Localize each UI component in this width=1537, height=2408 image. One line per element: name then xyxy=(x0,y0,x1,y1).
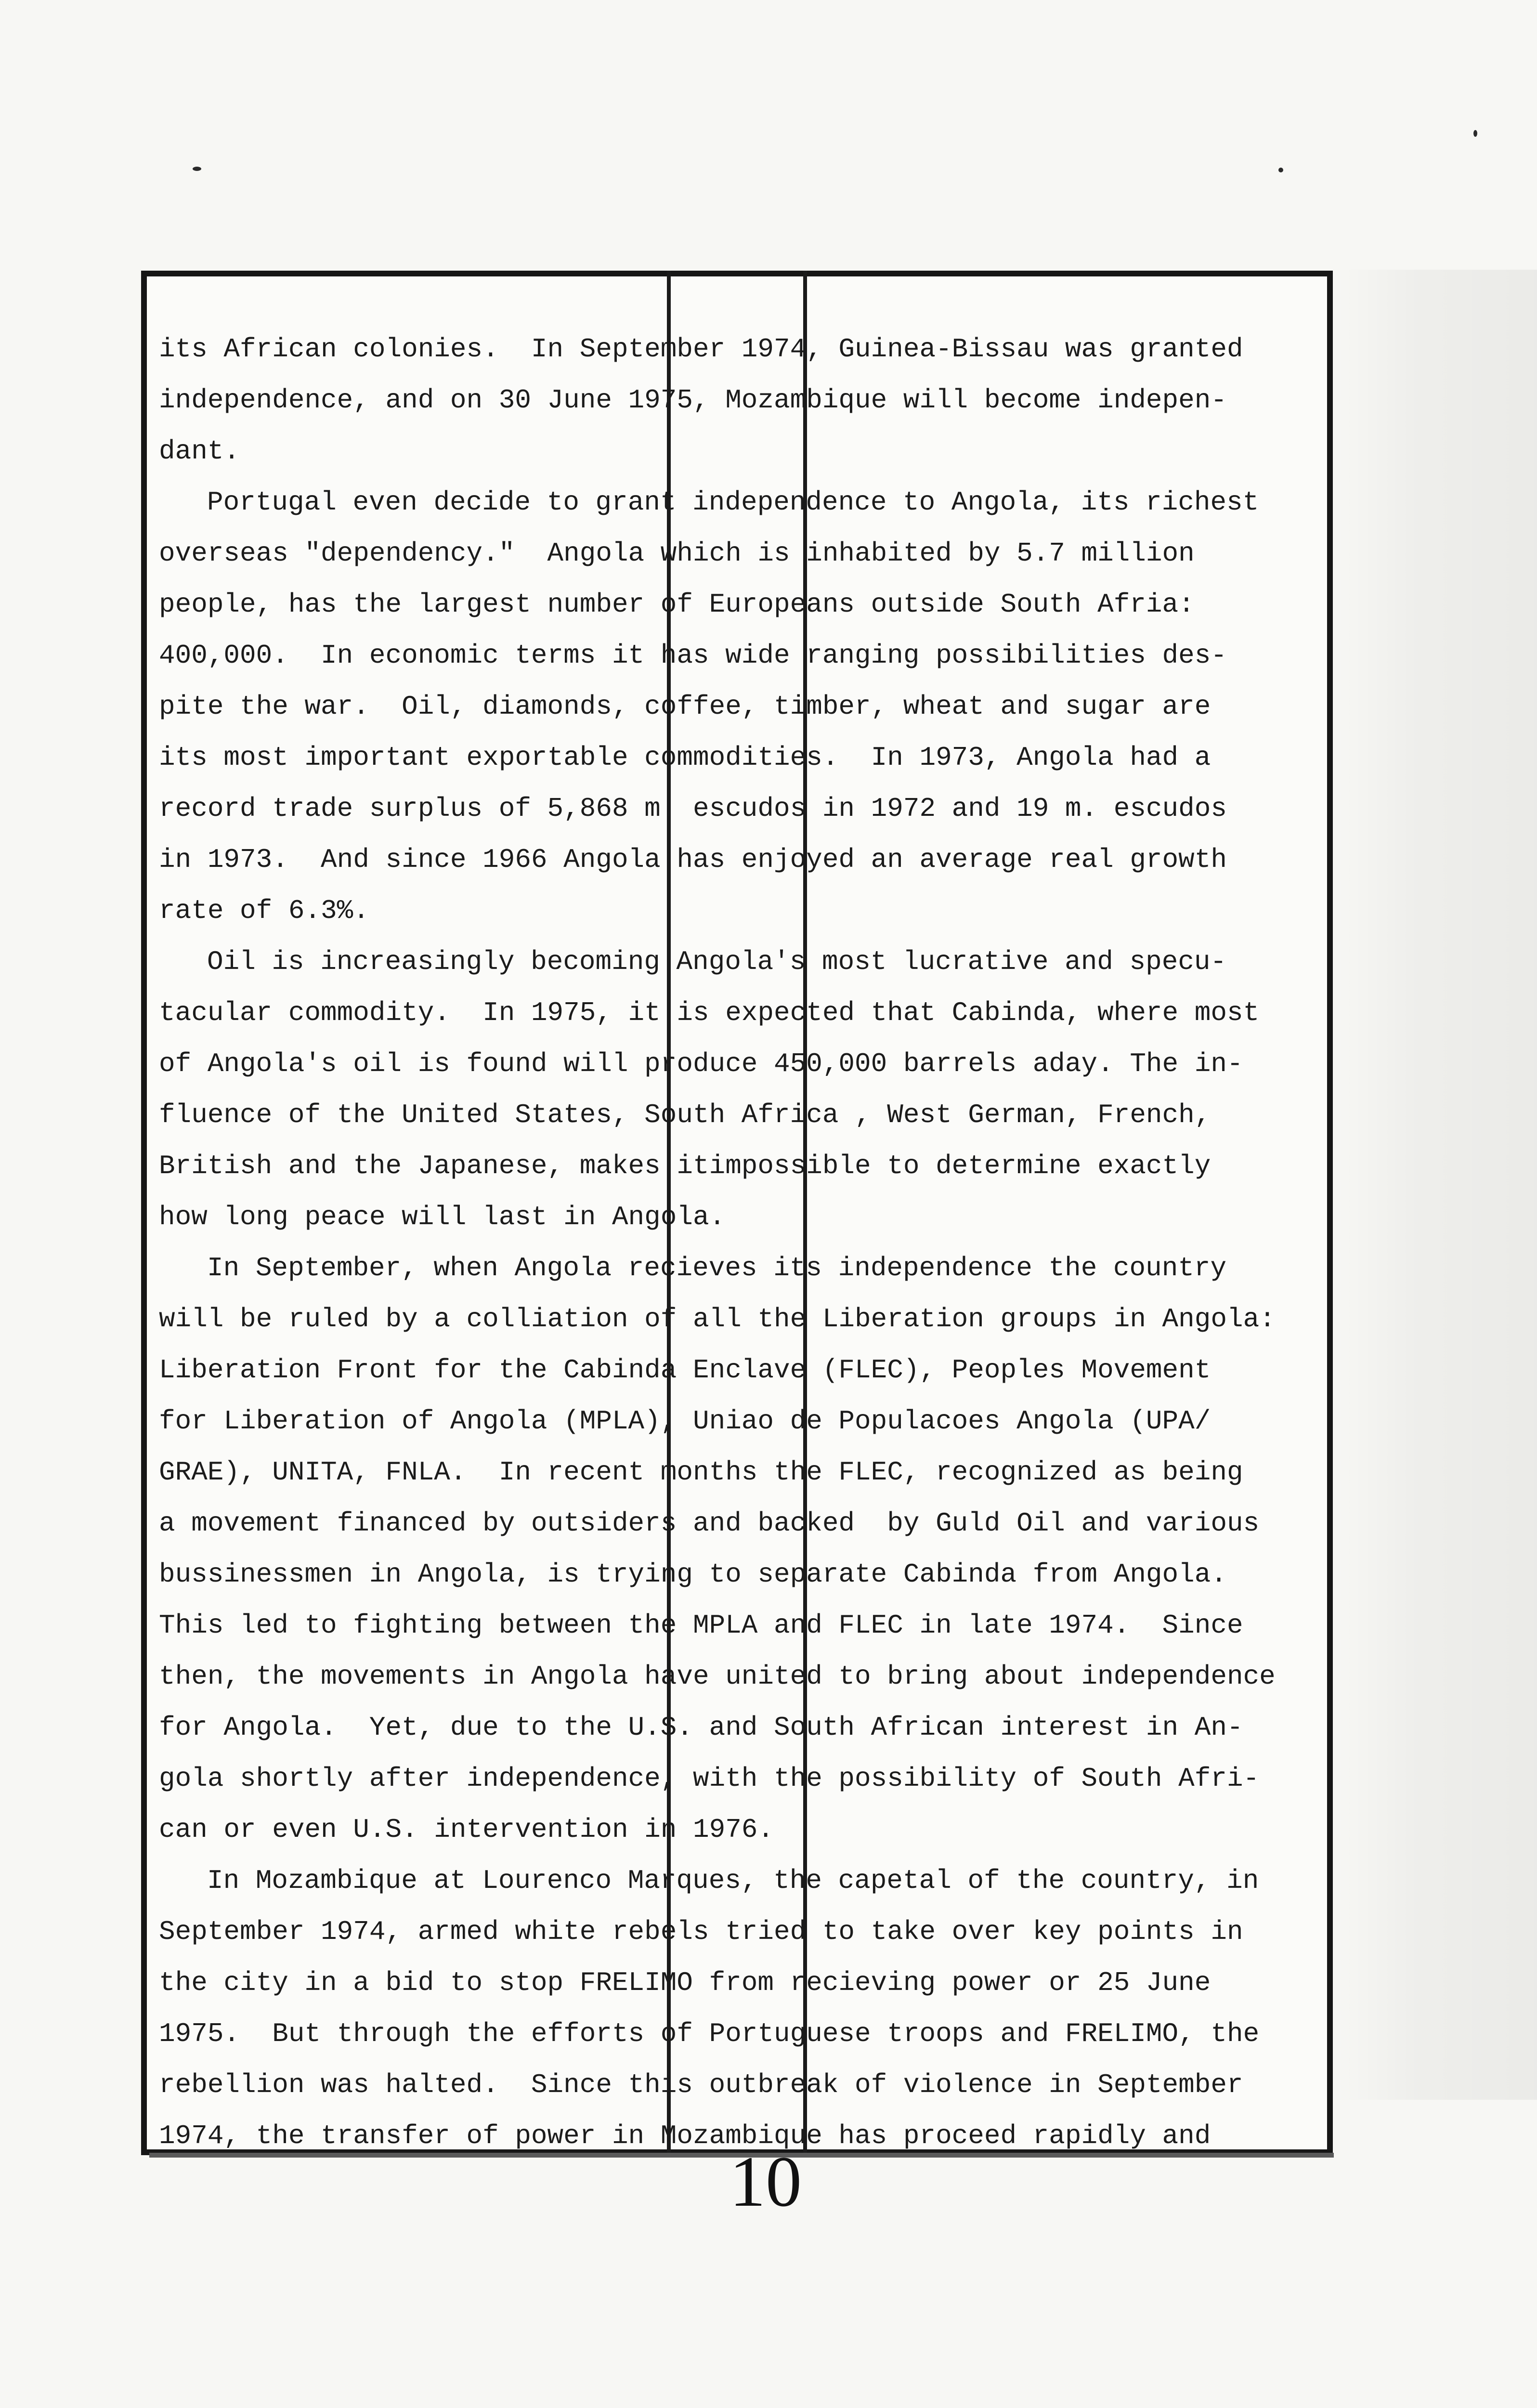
text-line: dant. xyxy=(159,436,240,467)
text-line: In Mozambique at Lourenco Marques, the capetal of the country, in xyxy=(207,1865,1259,1896)
text-line: record trade surplus of 5,868 m. escudos in 1972 and 19 m. escudos xyxy=(159,793,1227,824)
reverse-side-bleed-through xyxy=(1335,270,1537,2100)
paper-speck xyxy=(193,167,201,171)
text-line: 400,000. In economic terms it has wide ranging possibilities des- xyxy=(159,640,1227,671)
text-line: for Angola. Yet, due to the U.S. and South African interest in An- xyxy=(159,1712,1243,1743)
text-line: GRAE), UNITA, FNLA. In recent months the FLEC, recognized as being xyxy=(159,1457,1243,1488)
text-line: of Angola's oil is found will produce 450,000 barrels aday. The in- xyxy=(159,1048,1243,1079)
paragraph xyxy=(159,324,1319,477)
text-line: its African colonies. In September 1974, Guinea-Bissau was granted xyxy=(159,334,1243,365)
text-line: the city in a bid to stop FRELIMO from recieving power or 25 June xyxy=(159,1967,1211,1998)
text-line: Liberation Front for the Cabinda Enclave (FLEC), Peoples Movement xyxy=(159,1355,1211,1386)
text-line: fluence of the United States, South Africa , West German, French, xyxy=(159,1099,1211,1130)
paragraph xyxy=(159,936,1319,1243)
text-line: can or even U.S. intervention in 1976. xyxy=(159,1814,774,1845)
paragraph xyxy=(159,477,1319,936)
text-line: rate of 6.3%. xyxy=(159,895,369,926)
text-line: pite the war. Oil, diamonds, coffee, timber, wheat and sugar are xyxy=(159,691,1211,722)
text-line: independence, and on 30 June 1975, Mozambique will become indepen- xyxy=(159,385,1227,416)
text-line: overseas "dependency." Angola which is inhabited by 5.7 million xyxy=(159,538,1195,569)
text-line: in 1973. And since 1966 Angola has enjoyed an average real growth xyxy=(159,844,1227,875)
text-line: its most important exportable commodities. In 1973, Angola had a xyxy=(159,742,1211,773)
paragraph xyxy=(159,1855,1319,2161)
text-line: 1974, the transfer of power in Mozambique has proceed rapidly and xyxy=(159,2120,1211,2151)
text-line: 1975. But through the efforts of Portuguese troops and FRELIMO, the xyxy=(159,2018,1260,2049)
paper-speck xyxy=(1473,130,1477,137)
text-line: bussinessmen in Angola, is trying to separate Cabinda from Angola. xyxy=(159,1559,1227,1590)
text-line: gola shortly after independence, with the possibility of South Afri- xyxy=(159,1763,1260,1794)
text-line: people, has the largest number of Europeans outside South Afria: xyxy=(159,589,1195,620)
paragraph xyxy=(159,1243,1319,1855)
text-line: for Liberation of Angola (MPLA), Uniao de Populacoes Angola (UPA/ xyxy=(159,1406,1211,1437)
paper-speck xyxy=(1278,168,1283,172)
text-line: September 1974, armed white rebels tried to take over key points in xyxy=(159,1916,1243,1947)
text-line: tacular commodity. In 1975, it is expected that Cabinda, where most xyxy=(159,997,1260,1028)
text-line: a movement financed by outsiders and backed by Guld Oil and various xyxy=(159,1508,1260,1539)
text-line: In September, when Angola recieves its independence the country xyxy=(207,1253,1227,1283)
page-number: 10 xyxy=(729,2142,802,2222)
text-line: This led to fighting between the MPLA and FLEC in late 1974. Since xyxy=(159,1610,1243,1641)
text-line: Portugal even decide to grant independence to Angola, its richest xyxy=(207,487,1259,518)
text-line: rebellion was halted. Since this outbreak of violence in September xyxy=(159,2069,1243,2100)
text-line: Oil is increasingly becoming Angola's most lucrative and specu- xyxy=(207,946,1227,977)
text-line: how long peace will last in Angola. xyxy=(159,1202,726,1232)
text-line: then, the movements in Angola have united to bring about independence xyxy=(159,1661,1276,1692)
document-body xyxy=(159,324,1319,2161)
text-line: will be ruled by a colliation of all the Liberation groups in Angola: xyxy=(159,1304,1276,1335)
text-line: British and the Japanese, makes itimpossible to determine exactly xyxy=(159,1151,1211,1181)
